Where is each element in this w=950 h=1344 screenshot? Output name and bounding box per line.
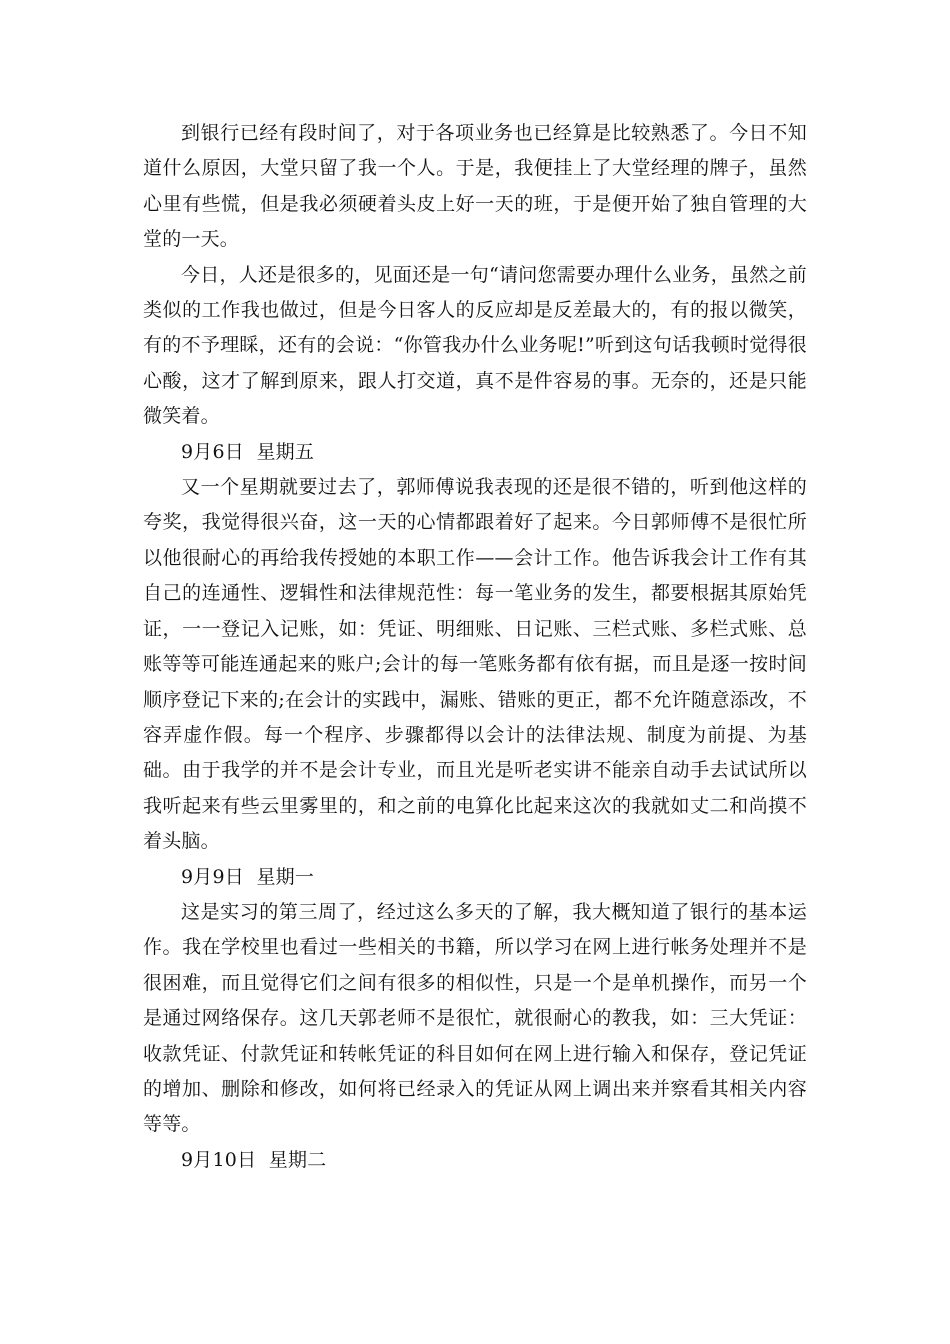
date-heading-sep-9: 9月9日 星期一 bbox=[181, 865, 315, 888]
date-heading-sep-10: 9月10日 星期二 bbox=[181, 1148, 327, 1171]
date-heading-sep-6: 9月6日 星期五 bbox=[181, 440, 315, 463]
paragraph-customers: 今日，人还是很多的，见面还是一句“请问您需要办理什么业务，虽然之前类似的工作我也做过，但是今日客人的反应却是反差最大的，有的报以微笑，有的不予理睬，还有的会说：“你管我办什么业务呢!”听到这句话我顿时觉得很心酸，这才了解到原来，跟人打交道，真不是件容易的事。无奈的，还是只能微笑着。 bbox=[143, 263, 807, 428]
paragraph-lobby-manager: 到银行已经有段时间了，对于各项业务也已经算是比较熟悉了。今日不知道什么原因，大堂只留了我一个人。于是，我便挂上了大堂经理的牌子，虽然心里有些慌，但是我必须硬着头皮上好一天的班，于是便开始了独自管理的大堂的一天。 bbox=[143, 122, 807, 251]
paragraph-third-week: 这是实习的第三周了，经过这么多天的了解，我大概知道了银行的基本运作。我在学校里也看过一些相关的书籍，所以学习在网上进行帐务处理并不是很困难，而且觉得它们之间有很多的相似性，只是一个是单机操作，而另一个是通过网络保存。这几天郭老师不是很忙，就很耐心的教我，如：三大凭证：收款凭证、付款凭证和转帐凭证的科目如何在网上进行输入和保存，登记凭证的增加、删除和修改，如何将已经录入的凭证从网上调出来并察看其相关内容等等。 bbox=[143, 900, 807, 1136]
document-body bbox=[143, 116, 807, 1178]
paragraph-accounting: 又一个星期就要过去了，郭师傅说我表现的还是很不错的，听到他这样的夸奖，我觉得很兴奋，这一天的心情都跟着好了起来。今日郭师傅不是很忙所以他很耐心的再给我传授她的本职工作——会计工作。他告诉我会计工作有其自己的连通性、逻辑性和法律规范性：每一笔业务的发生，都要根据其原始凭证，一一登记入记账，如：凭证、明细账、日记账、三栏式账、多栏式账、总账等等可能连通起来的账户;会计的每一笔账务都有依有据，而且是逐一按时间顺序登记下来的;在会计的实践中，漏账、错账的更正，都不允许随意添改，不容弄虚作假。每一个程序、步骤都得以会计的法律法规、制度为前提、为基础。由于我学的并不是会计专业，而且光是听老实讲不能亲自动手去试试所以我听起来有些云里雾里的，和之前的电算化比起来这次的我就如丈二和尚摸不着头脑。 bbox=[143, 476, 807, 853]
